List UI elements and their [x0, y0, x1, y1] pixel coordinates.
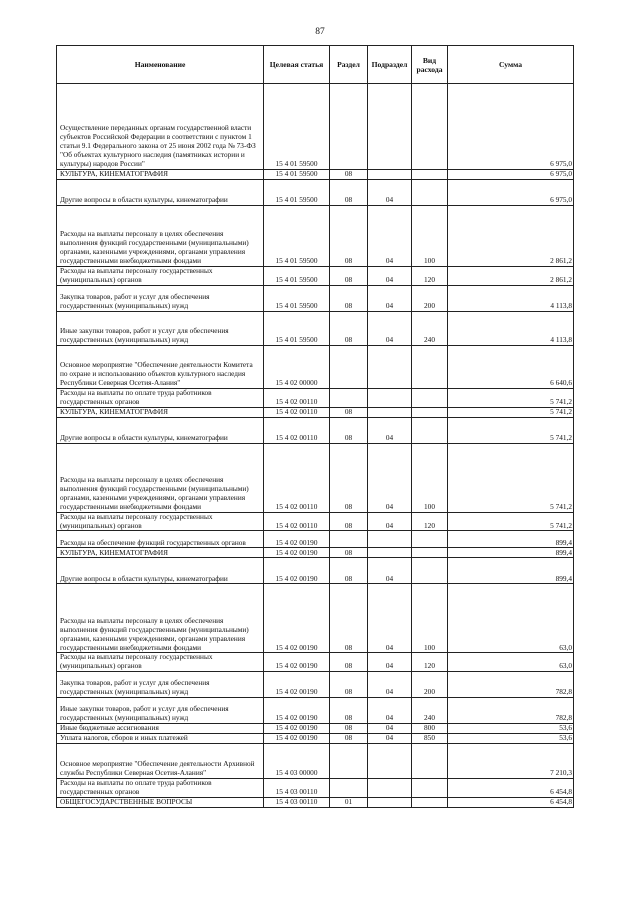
row-article-cell: 15 4 01 59500	[264, 311, 330, 345]
row-name-cell: Основное мероприятие "Обеспечение деятельности Комитета по охране и использованию объектов культурного наследия Республики Северная Осетия-Алания"	[57, 345, 264, 388]
table-row	[57, 798, 574, 808]
header-section: Раздел	[330, 46, 368, 84]
row-expense-type-cell: 800	[412, 724, 448, 734]
row-amount-cell: 782,8	[448, 698, 574, 724]
table-row	[57, 672, 574, 698]
row-article-cell: 15 4 02 00190	[264, 724, 330, 734]
row-section-cell: 08	[330, 407, 368, 417]
row-expense-type-cell	[412, 407, 448, 417]
row-article-cell: 15 4 02 00190	[264, 531, 330, 548]
row-subsection-cell: 04	[368, 672, 412, 698]
row-expense-type-cell	[412, 170, 448, 180]
row-name-cell: Другие вопросы в области культуры, кинематографии	[57, 180, 264, 206]
row-amount-cell: 63,0	[448, 584, 574, 653]
row-name-cell: Закупка товаров, работ и услуг для обеспечения государственных (муниципальных) нужд	[57, 285, 264, 311]
row-amount-cell: 4 113,8	[448, 285, 574, 311]
table-row	[57, 548, 574, 558]
row-article-cell: 15 4 02 00190	[264, 548, 330, 558]
row-article-cell: 15 4 02 00110	[264, 407, 330, 417]
row-subsection-cell: 04	[368, 285, 412, 311]
row-name-cell: КУЛЬТУРА, КИНЕМАТОГРАФИЯ	[57, 548, 264, 558]
row-article-cell: 15 4 02 00190	[264, 653, 330, 672]
table-row	[57, 779, 574, 798]
row-amount-cell: 63,0	[448, 653, 574, 672]
row-article-cell: 15 4 02 00190	[264, 672, 330, 698]
row-expense-type-cell	[412, 779, 448, 798]
row-amount-cell: 53,6	[448, 734, 574, 744]
row-expense-type-cell: 240	[412, 311, 448, 345]
row-section-cell: 08	[330, 267, 368, 286]
row-section-cell: 08	[330, 285, 368, 311]
row-subsection-cell	[368, 531, 412, 548]
row-amount-cell: 5 741,2	[448, 417, 574, 443]
row-amount-cell: 899,4	[448, 558, 574, 584]
row-expense-type-cell: 100	[412, 584, 448, 653]
row-expense-type-cell: 850	[412, 734, 448, 744]
row-section-cell: 08	[330, 653, 368, 672]
row-amount-cell: 899,4	[448, 548, 574, 558]
row-name-cell: Иные бюджетные ассигнования	[57, 724, 264, 734]
table-row	[57, 443, 574, 512]
row-expense-type-cell	[412, 388, 448, 407]
table-row	[57, 698, 574, 724]
row-section-cell: 08	[330, 672, 368, 698]
row-name-cell: Расходы на выплаты персоналу в целях обеспечения выполнения функций государственными (муниципальными) органами, казенными учреждениями, органами управления государственными внебюджетными фондами	[57, 584, 264, 653]
row-expense-type-cell	[412, 744, 448, 779]
row-expense-type-cell	[412, 180, 448, 206]
row-name-cell: Уплата налогов, сборов и иных платежей	[57, 734, 264, 744]
table-row	[57, 734, 574, 744]
row-section-cell: 08	[330, 170, 368, 180]
row-amount-cell: 5 741,2	[448, 388, 574, 407]
row-subsection-cell	[368, 548, 412, 558]
row-article-cell: 15 4 01 59500	[264, 180, 330, 206]
row-name-cell: Основное мероприятие "Обеспечение деятельности Архивной службы Республики Северная Осетия-Алания"	[57, 744, 264, 779]
row-article-cell: 15 4 02 00190	[264, 698, 330, 724]
row-name-cell: Расходы на выплаты по оплате труда работников государственных органов	[57, 779, 264, 798]
row-name-cell: Расходы на выплаты персоналу государственных (муниципальных) органов	[57, 512, 264, 531]
row-name-cell: Другие вопросы в области культуры, кинематографии	[57, 417, 264, 443]
row-subsection-cell: 04	[368, 311, 412, 345]
row-expense-type-cell	[412, 345, 448, 388]
row-subsection-cell	[368, 388, 412, 407]
table-row	[57, 531, 574, 548]
row-article-cell: 15 4 01 59500	[264, 267, 330, 286]
row-amount-cell: 2 861,2	[448, 267, 574, 286]
row-amount-cell: 7 210,3	[448, 744, 574, 779]
row-name-cell: Расходы на выплаты персоналу государственных (муниципальных) органов	[57, 267, 264, 286]
table-header-row	[57, 46, 574, 84]
row-article-cell: 15 4 02 00190	[264, 734, 330, 744]
table-row	[57, 170, 574, 180]
header-expense-type: Вид расхода	[412, 46, 448, 84]
row-article-cell: 15 4 02 00110	[264, 388, 330, 407]
row-name-cell: Другие вопросы в области культуры, кинематографии	[57, 558, 264, 584]
table-row	[57, 653, 574, 672]
table-row	[57, 744, 574, 779]
row-expense-type-cell: 120	[412, 653, 448, 672]
row-section-cell: 08	[330, 206, 368, 267]
table-row	[57, 584, 574, 653]
row-expense-type-cell: 240	[412, 698, 448, 724]
table-row	[57, 311, 574, 345]
row-amount-cell: 6 640,6	[448, 345, 574, 388]
row-article-cell: 15 4 02 00190	[264, 558, 330, 584]
header-article: Целевая статья	[264, 46, 330, 84]
row-article-cell: 15 4 02 00000	[264, 345, 330, 388]
row-subsection-cell: 04	[368, 206, 412, 267]
row-section-cell: 08	[330, 734, 368, 744]
row-amount-cell: 782,8	[448, 672, 574, 698]
row-subsection-cell: 04	[368, 267, 412, 286]
row-section-cell: 08	[330, 548, 368, 558]
row-subsection-cell: 04	[368, 734, 412, 744]
row-amount-cell: 6 454,8	[448, 779, 574, 798]
row-article-cell: 15 4 01 59500	[264, 285, 330, 311]
row-amount-cell: 5 741,2	[448, 407, 574, 417]
row-section-cell	[330, 531, 368, 548]
row-section-cell: 08	[330, 584, 368, 653]
row-article-cell: 15 4 03 00110	[264, 779, 330, 798]
row-section-cell	[330, 345, 368, 388]
row-article-cell: 15 4 01 59500	[264, 206, 330, 267]
row-section-cell: 08	[330, 558, 368, 584]
row-section-cell: 08	[330, 443, 368, 512]
row-amount-cell: 4 113,8	[448, 311, 574, 345]
table-row	[57, 267, 574, 286]
row-expense-type-cell	[412, 798, 448, 808]
row-amount-cell: 5 741,2	[448, 512, 574, 531]
row-amount-cell: 6 975,0	[448, 170, 574, 180]
row-amount-cell: 6 975,0	[448, 84, 574, 170]
table-row	[57, 285, 574, 311]
row-section-cell	[330, 388, 368, 407]
row-section-cell: 08	[330, 417, 368, 443]
budget-table	[56, 45, 574, 808]
row-name-cell: Иные закупки товаров, работ и услуг для обеспечения государственных (муниципальных) нужд	[57, 311, 264, 345]
row-amount-cell: 5 741,2	[448, 443, 574, 512]
row-article-cell: 15 4 02 00110	[264, 512, 330, 531]
row-section-cell: 08	[330, 724, 368, 734]
row-section-cell	[330, 84, 368, 170]
table-body	[57, 84, 574, 808]
row-name-cell: Осуществление переданных органам государственной власти субъектов Российской Федерации в соответствии с пунктом 1 статьи 9.1 Федерального закона от 25 июня 2002 года № 73-ФЗ "Об объектах культурного наследия (памятниках истории и культуры) народов России"	[57, 84, 264, 170]
header-name: Наименование	[57, 46, 264, 84]
row-name-cell: КУЛЬТУРА, КИНЕМАТОГРАФИЯ	[57, 407, 264, 417]
header-subsection: Подраздел	[368, 46, 412, 84]
row-amount-cell: 2 861,2	[448, 206, 574, 267]
row-expense-type-cell	[412, 531, 448, 548]
page-number: 87	[315, 27, 325, 37]
row-amount-cell: 53,6	[448, 724, 574, 734]
row-subsection-cell	[368, 779, 412, 798]
row-article-cell: 15 4 02 00190	[264, 584, 330, 653]
row-section-cell: 08	[330, 311, 368, 345]
row-name-cell: Закупка товаров, работ и услуг для обеспечения государственных (муниципальных) нужд	[57, 672, 264, 698]
row-subsection-cell: 04	[368, 653, 412, 672]
row-amount-cell: 6 975,0	[448, 180, 574, 206]
row-subsection-cell	[368, 345, 412, 388]
row-subsection-cell	[368, 744, 412, 779]
row-name-cell: Расходы на выплаты по оплате труда работников государственных органов	[57, 388, 264, 407]
row-name-cell: Расходы на обеспечение функций государственных органов	[57, 531, 264, 548]
row-article-cell: 15 4 01 59500	[264, 84, 330, 170]
row-name-cell: Расходы на выплаты персоналу в целях обеспечения выполнения функций государственными (муниципальными) органами, казенными учреждениями, органами управления государственными внебюджетными фондами	[57, 443, 264, 512]
table-row	[57, 724, 574, 734]
table-row	[57, 206, 574, 267]
row-name-cell: ОБЩЕГОСУДАРСТВЕННЫЕ ВОПРОСЫ	[57, 798, 264, 808]
row-subsection-cell: 04	[368, 558, 412, 584]
row-expense-type-cell: 200	[412, 285, 448, 311]
table-row	[57, 407, 574, 417]
row-amount-cell: 6 454,8	[448, 798, 574, 808]
row-subsection-cell: 04	[368, 417, 412, 443]
row-section-cell	[330, 744, 368, 779]
row-expense-type-cell: 100	[412, 443, 448, 512]
row-expense-type-cell	[412, 558, 448, 584]
row-subsection-cell: 04	[368, 698, 412, 724]
row-name-cell: Расходы на выплаты персоналу государственных (муниципальных) органов	[57, 653, 264, 672]
row-name-cell: Иные закупки товаров, работ и услуг для обеспечения государственных (муниципальных) нужд	[57, 698, 264, 724]
row-subsection-cell: 04	[368, 180, 412, 206]
table-row	[57, 180, 574, 206]
row-subsection-cell: 04	[368, 724, 412, 734]
row-article-cell: 15 4 01 59500	[264, 170, 330, 180]
row-amount-cell: 899,4	[448, 531, 574, 548]
table-row	[57, 84, 574, 170]
row-subsection-cell	[368, 170, 412, 180]
row-article-cell: 15 4 02 00110	[264, 443, 330, 512]
row-subsection-cell	[368, 84, 412, 170]
row-subsection-cell: 04	[368, 584, 412, 653]
row-expense-type-cell: 100	[412, 206, 448, 267]
row-article-cell: 15 4 03 00000	[264, 744, 330, 779]
row-subsection-cell: 04	[368, 512, 412, 531]
row-section-cell: 08	[330, 698, 368, 724]
table-row	[57, 345, 574, 388]
row-subsection-cell: 04	[368, 443, 412, 512]
table-row	[57, 512, 574, 531]
row-expense-type-cell: 200	[412, 672, 448, 698]
row-section-cell: 08	[330, 180, 368, 206]
table-row	[57, 558, 574, 584]
header-amount: Сумма	[448, 46, 574, 84]
row-section-cell	[330, 779, 368, 798]
table-row	[57, 417, 574, 443]
row-expense-type-cell	[412, 417, 448, 443]
row-section-cell: 01	[330, 798, 368, 808]
row-article-cell: 15 4 03 00110	[264, 798, 330, 808]
row-subsection-cell	[368, 798, 412, 808]
row-expense-type-cell	[412, 548, 448, 558]
row-subsection-cell	[368, 407, 412, 417]
table-row	[57, 388, 574, 407]
row-expense-type-cell	[412, 84, 448, 170]
row-name-cell: Расходы на выплаты персоналу в целях обеспечения выполнения функций государственными (муниципальными) органами, казенными учреждениями, органами управления государственными внебюджетными фондами	[57, 206, 264, 267]
row-expense-type-cell: 120	[412, 512, 448, 531]
row-expense-type-cell: 120	[412, 267, 448, 286]
row-name-cell: КУЛЬТУРА, КИНЕМАТОГРАФИЯ	[57, 170, 264, 180]
row-section-cell: 08	[330, 512, 368, 531]
row-article-cell: 15 4 02 00110	[264, 417, 330, 443]
